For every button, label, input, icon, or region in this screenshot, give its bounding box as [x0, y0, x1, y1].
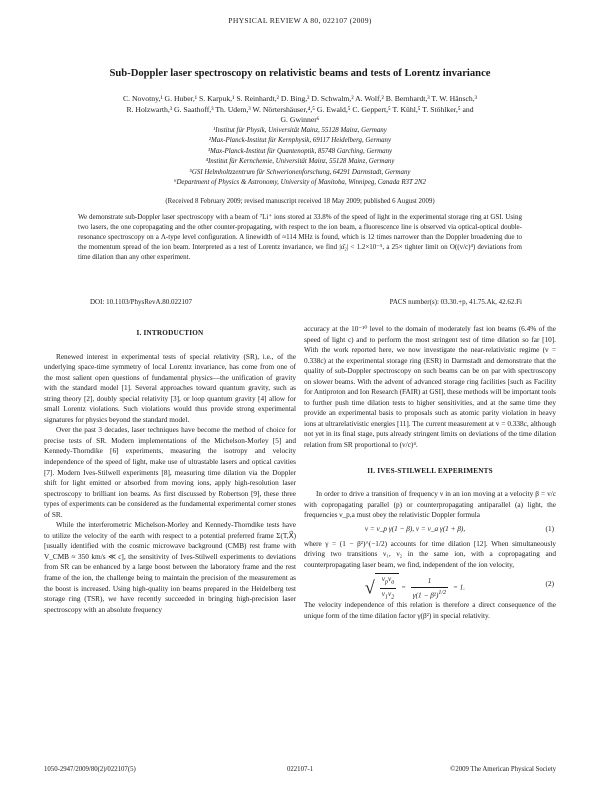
equation-number: (1) — [545, 524, 554, 533]
right-column — [304, 324, 556, 621]
equation-2 — [304, 570, 556, 600]
author-list — [52, 94, 548, 126]
equation-1 — [304, 521, 556, 539]
author-line: C. Novotny,¹ G. Huber,¹ S. Karpuk,¹ S. Reinhardt,² D. Bing,² D. Schwalm,² A. Wolf,² B. Bernhardt,³ T. W. Hänsch,³ — [123, 94, 477, 103]
body-paragraph: where γ = (1 − β²)^(−1/2) accounts for time dilation [12]. When simultaneously driving two transitions ν₁, ν₂ in the same ion, with a copropagating and counterpropagating laser beam, we find, independent of the ion velocity, — [304, 539, 556, 569]
footer-page-number: 022107-1 — [286, 766, 314, 773]
left-column — [44, 324, 296, 615]
section-heading-ives-stilwell: II. IVES-STILWELL EXPERIMENTS — [367, 466, 493, 475]
body-paragraph: accuracy at the 10⁻¹⁰ level to the domain of moderately fast ion beams (6.4% of the speed of light c) and to perform the most stringent test of time dilation so far [10]. With the work reported here, we now investigate the near-relativistic regime (v = 0.338c) at the experimental storage ring (ESR) in Darmstadt and demonstrate that the quality of sub-Doppler spectroscopy on such beams can be on par with spectroscopy on slower beams. With the advent of advanced storage ring facilities [such as Facility for Antiproton and Ion Research (FAIR) at GSI], these methods will be important tools to further push time dilation tests to higher sensitivities, and at the same time they provide an experimental basis to proposals such as atomic parity violation in heavy ions at ultrarelativistic energies [11]. The current measurement at v = 0.338c, although not yet in its final stage, puts already stringent limits on deviations of the time dilation relation from SR proportional to (v/c)⁴. — [304, 325, 556, 450]
equation-2-body: √ $\frac{\nu_p\nu_a}{\nu_1\nu_2}$ = $\frac{1}{\gamma(1 - \beta^2)^{1/2}}$ = 1. — [304, 573, 526, 603]
abstract: We demonstrate sub-Doppler laser spectroscopy with a beam of ⁷Li⁺ ions stored at 33.8% of the speed of light in the experimental storage ring at GSI. Using two lasers, the one copropagating and the other counter-propagating, with respect to the ion beam, a fluorescence line is observed via optical-optical double-resonance spectroscopy on a Λ-type level configuration. A linewidth of ≈114 MHz is found, which is 12 times narrower than the Doppler broadening due to the momentum spread of the ion beam. Interpreted as a test of Lorentz invariance, we find |α̂₂| < 1.2×10⁻⁵, a 25× tighter limit on O((v/c)⁴) deviations from time dilation than any other experiment. — [78, 213, 522, 261]
author-line: R. Holzwarth,³ G. Saathoff,³ Th. Udem,³ W. Nörtershäuser,⁴,⁵ G. Ewald,⁵ C. Geppert,⁵ T. Kühl,⁵ T. Stöhlker,⁵ and — [126, 104, 474, 114]
author-line: G. Gwinner⁶ — [280, 115, 320, 125]
affiliation: ⁵GSI Helmholtzzentrum für Schwerionenforschung, 64291 Darmstadt, Germany — [189, 168, 411, 176]
affiliation-list — [40, 126, 560, 188]
body-paragraph: Renewed interest in experimental tests of special relativity (SR), i.e., of the underlying space-time symmetry of local Lorentz invariance, has come from one of the most salient open questions of fundamental physics—the unification of gravity with the standard model [1]. Several approaches toward quantum gravity, such as string theory [2], doubly special relativity [3], or loop quantum gravity [4] allow for small Lorentz violations. Such violations would thus provide strong experimental signatures for physics beyond the standard model. — [44, 352, 296, 424]
body-paragraph: While the interferometric Michelson-Morley and Kennedy-Thorndike tests have to utilize the velocity of the earth with respect to a potential preferred frame Σ(T,X⃗) [usually identified with the cosmic microwave background (CMB) rest frame with V_CMB ≈ 350 km/s ≪ c], the sensitivity of Ives-Stilwell experiments to deviations from SR can be enhanced by a large boost between the laboratory frame and the rest frame of the ion, the challenge being to maintain the precision of the measurement as the boost is increased. Using high-quality ion beams prepared in the Heidelberg test storage ring (TSR), we have recently succeeded in bringing high-precision laser spectroscopy with an absolute frequency — [44, 521, 296, 614]
affiliation: ²Max-Planck-Institut für Kernphysik, 69117 Heidelberg, Germany — [208, 137, 392, 145]
equation-1-body: ν = ν_p γ(1 − β), ν = ν_a γ(1 + β), — [364, 524, 466, 533]
body-paragraph: The velocity independence of this relation is therefore a direct consequence of the unique form of the time dilation factor γ(β²) in special relativity. — [304, 601, 556, 620]
paper-title: Sub-Doppler laser spectroscopy on relativistic beams and tests of Lorentz invariance — [109, 68, 491, 79]
body-paragraph: In order to drive a transition of frequency ν in an ion moving at a velocity β = v/c with copropagating parallel (p) or counterpropagating antiparallel (a) light, the frequencies ν_p,a must obey the relativistic Doppler formula — [304, 490, 556, 520]
section-heading-introduction: I. INTRODUCTION — [136, 329, 204, 337]
affiliation: ³Max-Planck-Institut für Quantenoptik, 85748 Garching, Germany — [207, 147, 393, 155]
affiliation: ¹Institut für Physik, Universität Mainz, 55128 Mainz, Germany — [213, 127, 387, 134]
received-dates: (Received 8 February 2009; revised manuscript received 18 May 2009; published 6 August 2009) — [165, 198, 435, 205]
body-paragraph: Over the past 3 decades, laser techniques have become the method of choice for precise tests of SR. Modern implementations of the Michelson-Morley [5] and Kennedy-Thorndike [6] experiments, measuring the isotropy and velocity independence of the speed of light, make use of ultrastable lasers and optical cavities [7]. Modern Ives-Stilwell experiments [8], measuring time dilation via the Doppler shift for light emitted or absorbed from moving ions, apply high-resolution laser spectroscopy to brilliant ion beams. As first discussed by Robertson [9], these three types of experiments can be considered as the fundamental experimental corner stones of SR. — [44, 426, 296, 519]
pacs-numbers: PACS number(s): 03.30.+p, 41.75.Ak, 42.62.Fi — [389, 298, 522, 306]
journal-header: PHYSICAL REVIEW A 80, 022107 (2009) — [228, 16, 372, 25]
affiliation: ⁴Institut für Kernchemie, Universität Mainz, 55128 Mainz, Germany — [205, 158, 395, 166]
doi-link[interactable]: DOI: 10.1103/PhysRevA.80.022107 — [90, 298, 193, 306]
affiliation: ⁶Department of Physics & Astronomy, University of Manitoba, Winnipeg, Canada R3T 2N2 — [174, 179, 426, 187]
footer-issn: 1050-2947/2009/80(2)/022107(5) — [44, 766, 136, 773]
equation-number: (2) — [545, 580, 554, 589]
footer-copyright: ©2009 The American Physical Society — [450, 766, 556, 773]
